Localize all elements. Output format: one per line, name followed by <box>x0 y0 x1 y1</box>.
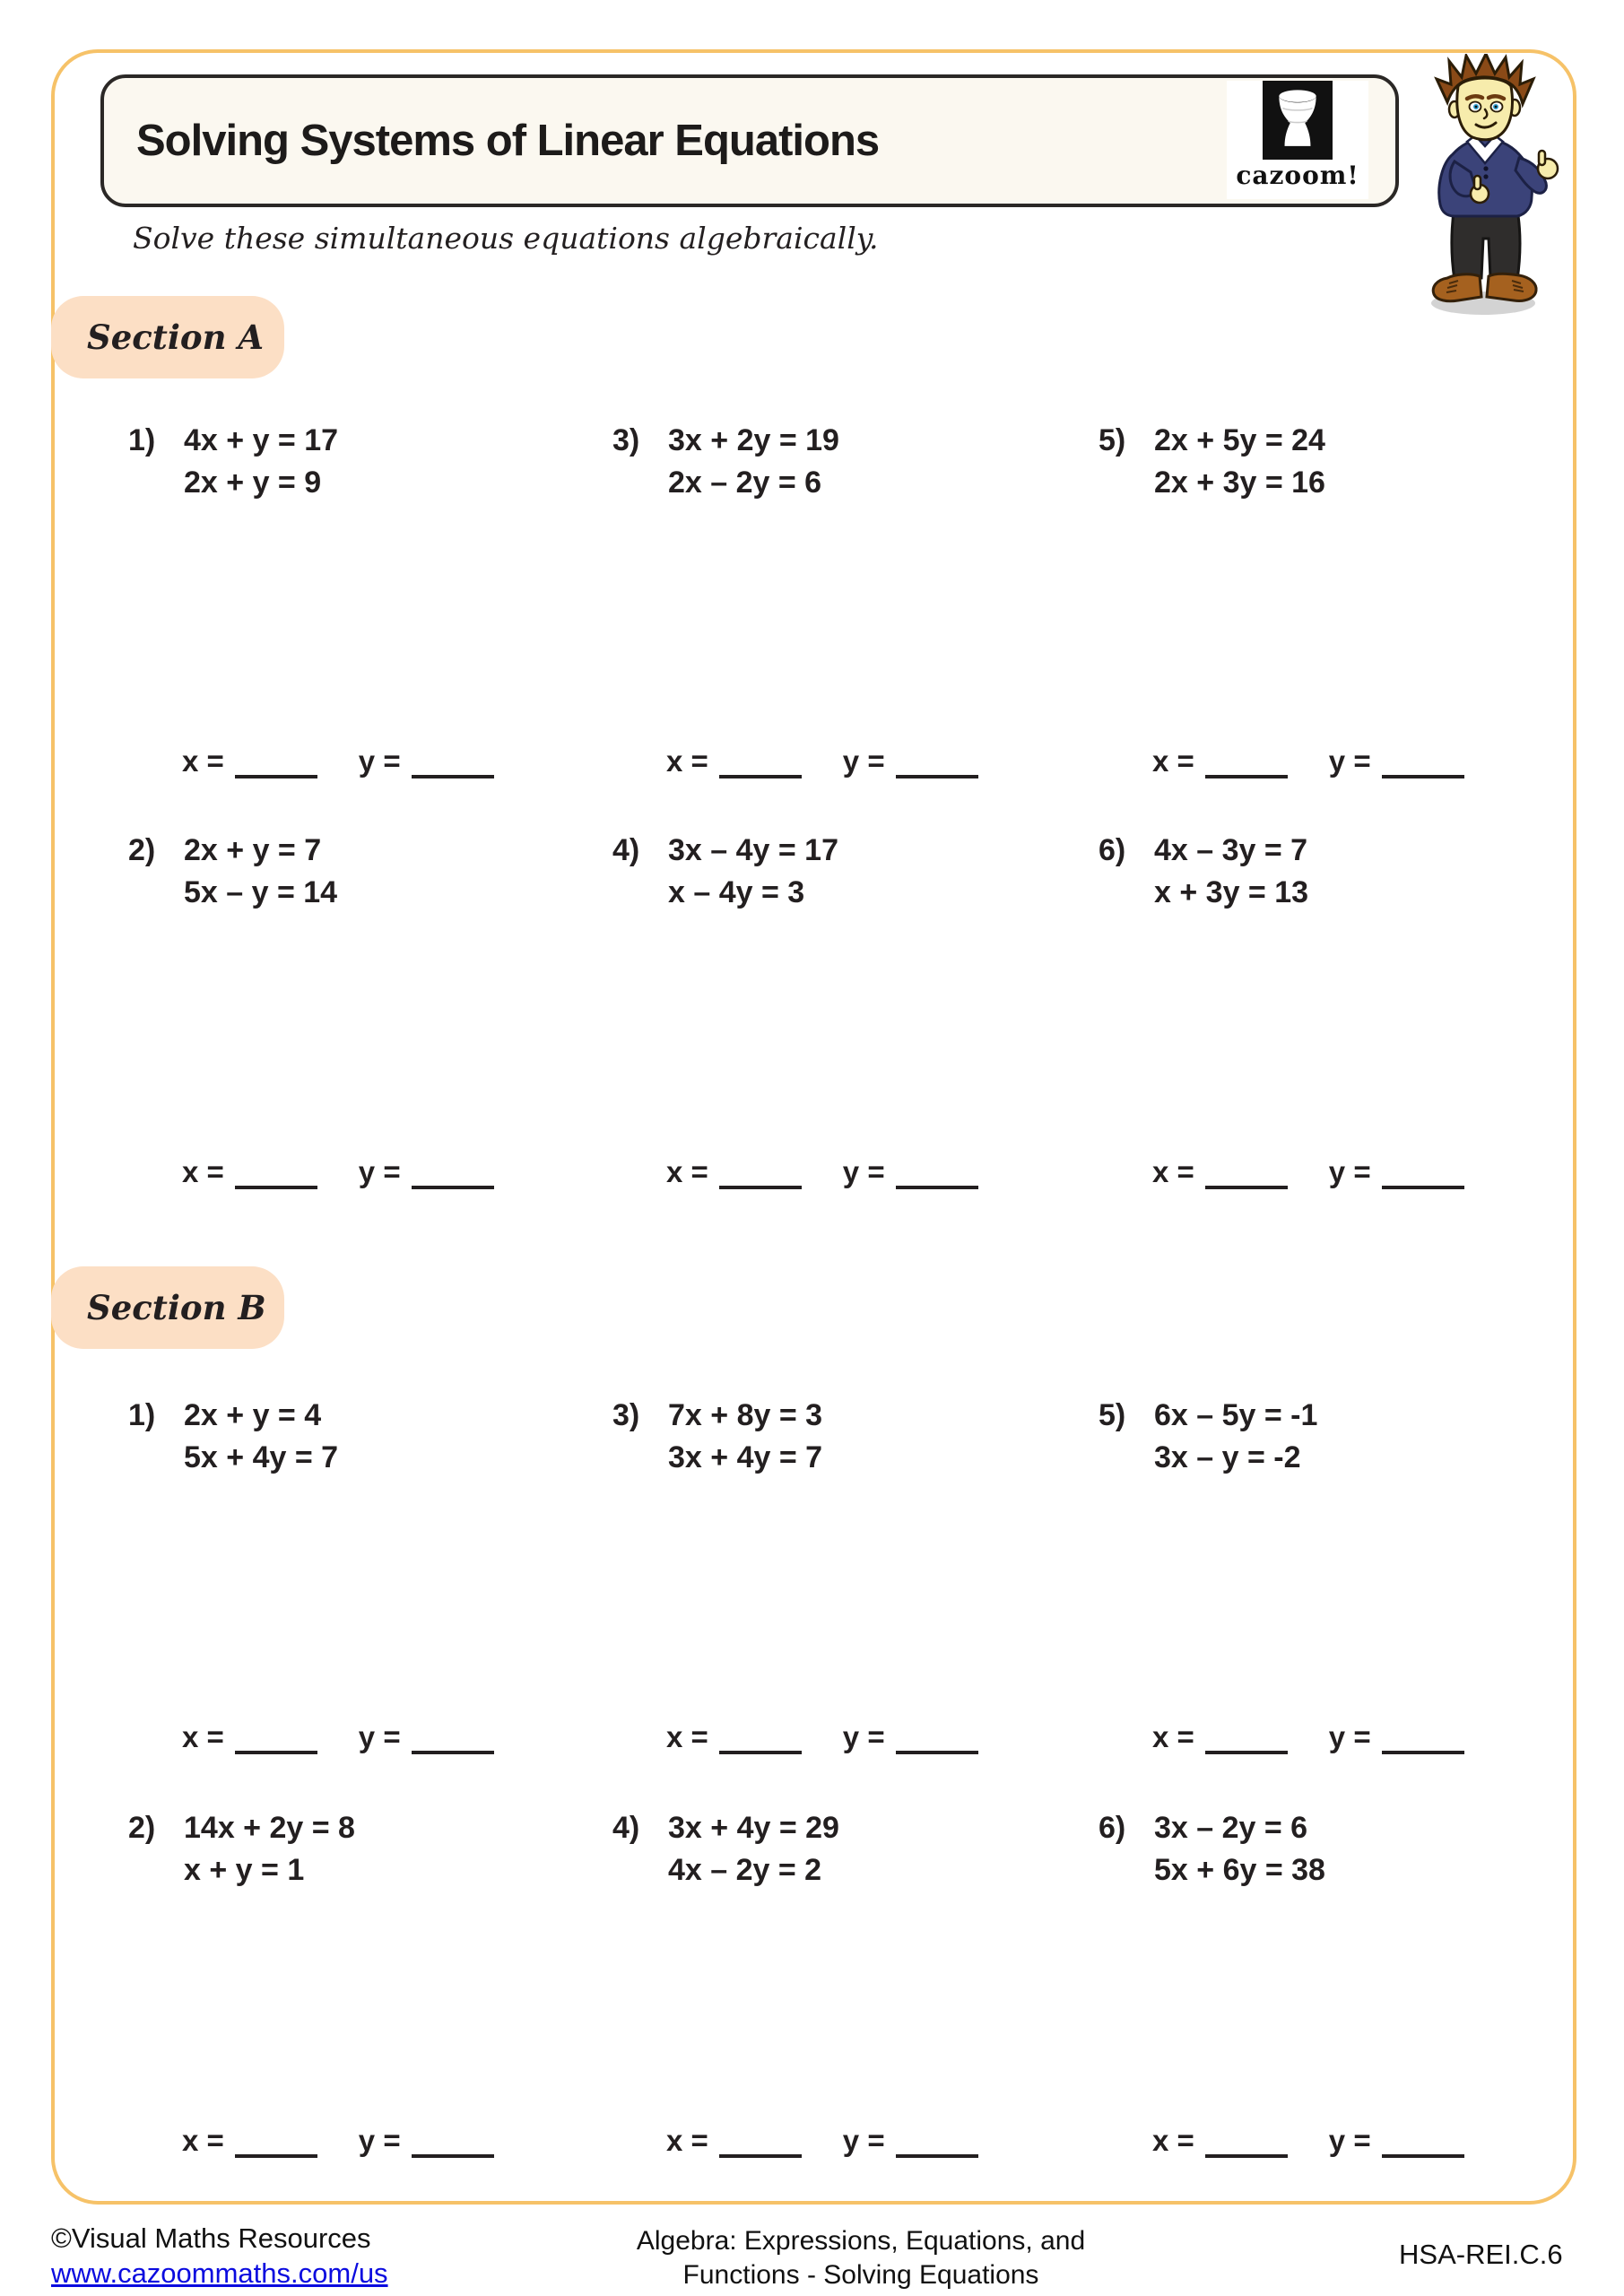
equation-1: 14x + 2y = 8 <box>184 1811 355 1845</box>
problem-number: 3) <box>612 423 640 457</box>
problem-a6 <box>1099 830 1308 914</box>
answer-line <box>1152 2124 1464 2158</box>
answer-blank-y <box>896 1722 978 1754</box>
equation-2: 5x + 6y = 38 <box>1154 1853 1325 1887</box>
standard-code: HSA-REI.C.6 <box>1399 2239 1563 2270</box>
answer-blank-y <box>1382 746 1464 778</box>
problem-number: 4) <box>612 833 640 867</box>
answer-line <box>666 2124 978 2158</box>
answer-line <box>1152 744 1464 778</box>
equation-1: 3x – 4y = 17 <box>668 833 839 867</box>
problem-a4 <box>612 830 838 914</box>
answer-blank-y <box>412 1157 494 1189</box>
answer-blank-y <box>896 1157 978 1189</box>
x-equals-label: x = <box>1152 1720 1194 1753</box>
answer-line <box>666 1720 978 1754</box>
x-equals-label: x = <box>666 2124 708 2157</box>
problem-a3 <box>612 420 839 504</box>
answer-blank-x <box>1205 746 1288 778</box>
equations <box>1154 420 1325 504</box>
title-box <box>100 74 1399 207</box>
x-equals-label: x = <box>666 1155 708 1188</box>
equation-2: 2x + 3y = 16 <box>1154 465 1325 500</box>
problem-b2 <box>128 1807 355 1892</box>
answer-blank-x <box>1205 1722 1288 1754</box>
y-equals-label: y = <box>842 1720 885 1753</box>
equations <box>668 830 838 914</box>
equations <box>184 1807 355 1892</box>
y-equals-label: y = <box>1328 1155 1371 1188</box>
x-equals-label: x = <box>666 1720 708 1753</box>
category-line-2: Functions - Solving Equations <box>682 2260 1039 2290</box>
footer-credit-block <box>51 2221 388 2291</box>
equation-2: x + 3y = 13 <box>1154 875 1309 909</box>
problem-a2 <box>128 830 337 914</box>
y-equals-label: y = <box>1328 1720 1371 1753</box>
y-equals-label: y = <box>358 1720 401 1753</box>
problem-b4 <box>612 1807 839 1892</box>
problem-number: 4) <box>612 1811 640 1845</box>
equation-2: 2x + y = 9 <box>184 465 322 500</box>
answer-line <box>182 1720 494 1754</box>
problem-number: 5) <box>1099 1398 1126 1432</box>
equation-1: 4x – 3y = 7 <box>1154 833 1308 867</box>
answer-blank-x <box>719 1722 802 1754</box>
equations <box>668 1395 822 1479</box>
problem-b5 <box>1099 1395 1317 1479</box>
problem-a1 <box>128 420 338 504</box>
answer-blank-y <box>412 2126 494 2158</box>
equation-1: 6x – 5y = -1 <box>1154 1398 1318 1432</box>
equation-1: 2x + y = 7 <box>184 833 322 867</box>
equation-1: 2x + 5y = 24 <box>1154 423 1325 457</box>
answer-line <box>666 744 978 778</box>
x-equals-label: x = <box>1152 1155 1194 1188</box>
cazoom-logo <box>1227 81 1368 199</box>
x-equals-label: x = <box>1152 744 1194 778</box>
equation-2: 5x + 4y = 7 <box>184 1440 339 1474</box>
answer-blank-y <box>1382 1722 1464 1754</box>
problem-number: 3) <box>612 1398 640 1432</box>
equation-2: 2x – 2y = 6 <box>668 465 822 500</box>
answer-blank-x <box>1205 2126 1288 2158</box>
answer-line <box>182 744 494 778</box>
equations <box>1154 1395 1317 1479</box>
y-equals-label: y = <box>842 1155 885 1188</box>
answer-blank-x <box>235 1157 317 1189</box>
problem-number: 2) <box>128 833 156 867</box>
problem-number: 5) <box>1099 423 1126 457</box>
x-equals-label: x = <box>182 2124 224 2157</box>
equation-1: 2x + y = 4 <box>184 1398 322 1432</box>
answer-blank-y <box>896 746 978 778</box>
equation-1: 3x + 2y = 19 <box>668 423 839 457</box>
y-equals-label: y = <box>358 2124 401 2157</box>
problem-b1 <box>128 1395 338 1479</box>
x-equals-label: x = <box>182 1155 224 1188</box>
answer-line <box>666 1155 978 1189</box>
equation-2: x + y = 1 <box>184 1853 305 1887</box>
cazoom-logo-text: cazoom! <box>1236 161 1359 190</box>
answer-blank-x <box>235 2126 317 2158</box>
problem-number: 1) <box>128 423 156 457</box>
answer-line <box>182 2124 494 2158</box>
worksheet-instruction: Solve these simultaneous equations algebraically. <box>133 221 879 256</box>
problem-b3 <box>612 1395 822 1479</box>
equation-1: 3x – 2y = 6 <box>1154 1811 1308 1845</box>
equation-2: 3x – y = -2 <box>1154 1440 1301 1474</box>
section-a-badge <box>51 296 284 378</box>
equation-1: 3x + 4y = 29 <box>668 1811 839 1845</box>
answer-blank-x <box>1205 1157 1288 1189</box>
answer-line <box>1152 1720 1464 1754</box>
problem-number: 1) <box>128 1398 156 1432</box>
x-equals-label: x = <box>666 744 708 778</box>
cartoon-boy-mascot <box>1392 54 1578 323</box>
x-equals-label: x = <box>182 744 224 778</box>
answer-blank-y <box>1382 1157 1464 1189</box>
footer-category <box>583 2224 1139 2292</box>
equations <box>668 1807 839 1892</box>
answer-blank-x <box>235 1722 317 1754</box>
problem-number: 2) <box>128 1811 156 1845</box>
y-equals-label: y = <box>842 744 885 778</box>
copyright-text: ©Visual Maths Resources <box>51 2222 371 2254</box>
equations <box>184 830 337 914</box>
problem-b6 <box>1099 1807 1325 1892</box>
problem-number: 6) <box>1099 1811 1126 1845</box>
section-a-label: Section A <box>87 317 265 357</box>
answer-line <box>1152 1155 1464 1189</box>
section-b-badge <box>51 1266 284 1349</box>
y-equals-label: y = <box>1328 744 1371 778</box>
x-equals-label: x = <box>182 1720 224 1753</box>
y-equals-label: y = <box>358 744 401 778</box>
problem-number: 6) <box>1099 833 1126 867</box>
answer-blank-y <box>1382 2126 1464 2158</box>
equation-2: 3x + 4y = 7 <box>668 1440 823 1474</box>
section-b-label: Section B <box>87 1288 266 1327</box>
website-link[interactable]: www.cazoommaths.com/us <box>51 2257 388 2289</box>
y-equals-label: y = <box>1328 2124 1371 2157</box>
equations <box>184 420 338 504</box>
equations <box>1154 1807 1325 1892</box>
y-equals-label: y = <box>842 2124 885 2157</box>
problem-a5 <box>1099 420 1325 504</box>
x-equals-label: x = <box>1152 2124 1194 2157</box>
y-equals-label: y = <box>358 1155 401 1188</box>
equation-1: 4x + y = 17 <box>184 423 339 457</box>
djembe-drum-icon <box>1263 81 1333 160</box>
answer-blank-y <box>412 1722 494 1754</box>
answer-line <box>182 1155 494 1189</box>
category-line-1: Algebra: Expressions, Equations, and <box>636 2226 1086 2256</box>
equation-1: 7x + 8y = 3 <box>668 1398 823 1432</box>
answer-blank-x <box>235 746 317 778</box>
equation-2: x – 4y = 3 <box>668 875 805 909</box>
answer-blank-x <box>719 746 802 778</box>
page-title: Solving Systems of Linear Equations <box>136 117 880 165</box>
answer-blank-x <box>719 2126 802 2158</box>
equations <box>1154 830 1308 914</box>
equations <box>184 1395 338 1479</box>
answer-blank-y <box>896 2126 978 2158</box>
equation-2: 4x – 2y = 2 <box>668 1853 822 1887</box>
answer-blank-x <box>719 1157 802 1189</box>
equation-2: 5x – y = 14 <box>184 875 338 909</box>
answer-blank-y <box>412 746 494 778</box>
equations <box>668 420 839 504</box>
